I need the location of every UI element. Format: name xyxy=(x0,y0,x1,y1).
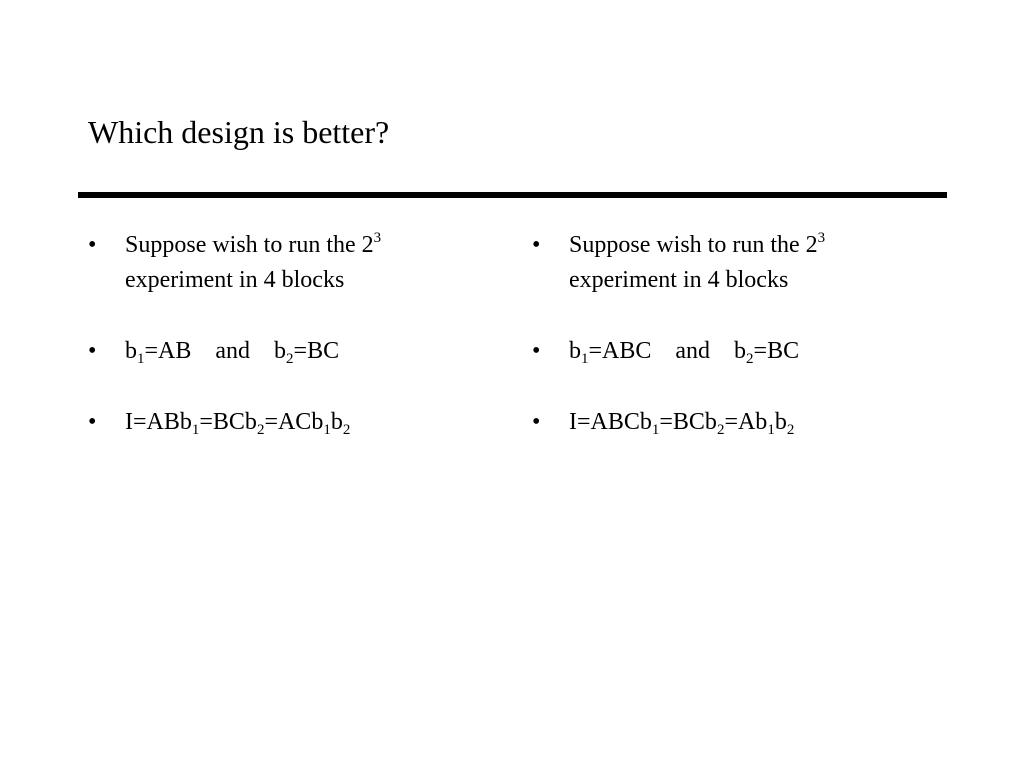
right-bullet-experiment xyxy=(532,228,932,298)
left-design-column xyxy=(88,228,488,476)
relation-part: =BCb xyxy=(659,409,717,435)
subscript: 2 xyxy=(286,351,294,367)
block-var: b xyxy=(734,338,747,364)
slide-title: Which design is better? xyxy=(88,114,390,150)
relation-part: b xyxy=(774,409,787,435)
subscript: 1 xyxy=(581,351,589,367)
subscript: 1 xyxy=(323,422,331,438)
subscript: 2 xyxy=(256,422,265,438)
generator-1: =AB xyxy=(144,338,192,364)
experiment-text-cont: experiment in 4 blocks xyxy=(569,267,789,293)
relation-part: =Ab xyxy=(724,409,768,435)
subscript: 2 xyxy=(786,422,795,438)
generator-2: =BC xyxy=(753,338,800,364)
exponent: 3 xyxy=(373,230,382,246)
experiment-text-cont: experiment in 4 blocks xyxy=(125,267,345,293)
bullet-icon: • xyxy=(88,338,97,364)
relation-part: =BCb xyxy=(199,409,257,435)
subscript: 1 xyxy=(191,422,200,438)
relation-part: I=ABCb xyxy=(569,409,652,435)
and-word: and xyxy=(675,338,711,364)
bullet-icon: • xyxy=(532,409,541,435)
exponent: 3 xyxy=(817,230,826,246)
relation-part: b xyxy=(330,409,343,435)
generator-2: =BC xyxy=(293,338,340,364)
right-design-column xyxy=(532,228,932,476)
right-bullet-generators xyxy=(532,334,932,369)
block-var: b xyxy=(125,338,137,364)
title-divider xyxy=(78,192,947,198)
subscript: 2 xyxy=(746,351,754,367)
generator-1: =ABC xyxy=(588,338,652,364)
bullet-icon: • xyxy=(532,232,541,258)
left-bullet-experiment xyxy=(88,228,488,298)
subscript: 1 xyxy=(767,422,775,438)
subscript: 2 xyxy=(342,422,351,438)
bullet-icon: • xyxy=(88,409,97,435)
left-bullet-defining-relation xyxy=(88,405,488,440)
bullet-icon: • xyxy=(88,232,97,258)
relation-part: =ACb xyxy=(264,409,324,435)
bullet-icon: • xyxy=(532,338,541,364)
right-bullet-defining-relation xyxy=(532,405,932,440)
left-bullet-generators xyxy=(88,334,488,369)
subscript: 1 xyxy=(137,351,145,367)
subscript: 2 xyxy=(716,422,725,438)
and-word: and xyxy=(215,338,251,364)
experiment-text: Suppose wish to run the 2 xyxy=(569,232,818,258)
block-var: b xyxy=(569,338,581,364)
block-var: b xyxy=(274,338,287,364)
relation-part: I=ABb xyxy=(125,409,192,435)
experiment-text: Suppose wish to run the 2 xyxy=(125,232,374,258)
subscript: 1 xyxy=(651,422,660,438)
